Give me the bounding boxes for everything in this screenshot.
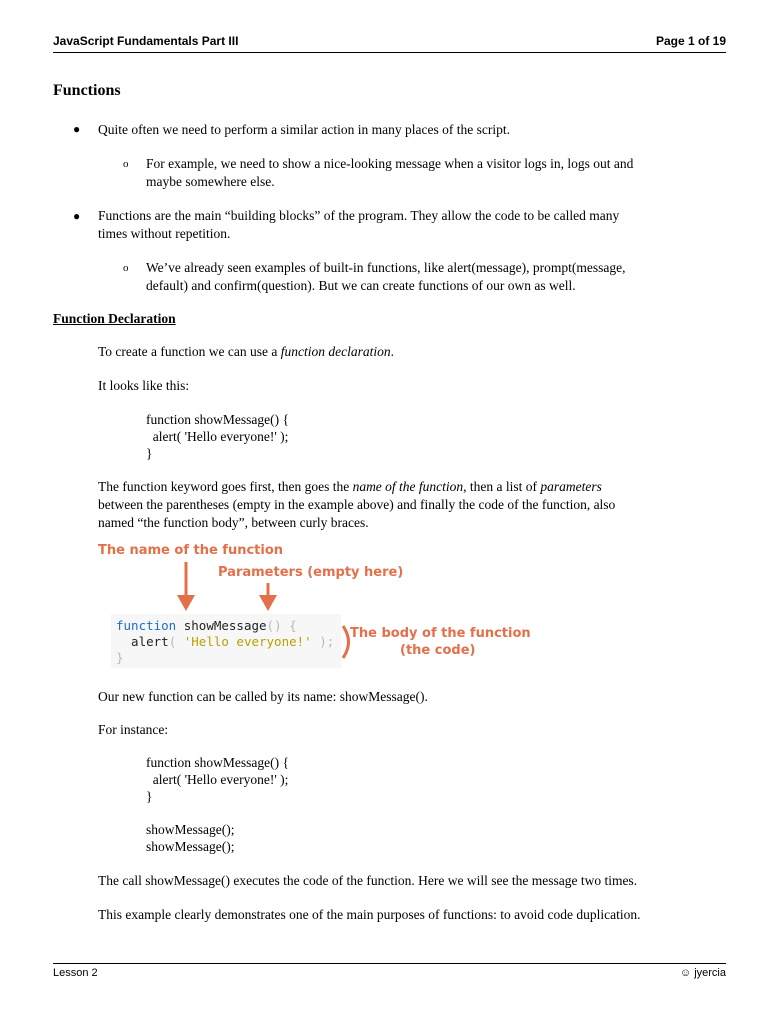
code-paren-open: ( [168, 634, 184, 649]
code-line: alert( 'Hello everyone!' ); [146, 772, 289, 787]
bullet-marker: ● [73, 122, 81, 136]
body-bracket [343, 626, 349, 658]
code-screenshot [111, 614, 341, 668]
paragraph-call-by-name: Our new function can be called by its name: showMessage(). [98, 689, 428, 704]
sub-bullet-1-line-1: For example, we need to show a nice-looking message when a visitor logs in, logs out and [146, 156, 634, 171]
term-parameters: parameters [540, 479, 602, 494]
paragraph-for-instance: For instance: [98, 722, 169, 737]
page-footer [53, 967, 726, 979]
term-name-of-function: name of the function [352, 479, 464, 494]
paragraph-intro-text: To create a function we can use a [98, 344, 281, 359]
sub-bullet-1-line-2: maybe somewhere else. [146, 174, 275, 189]
diagram-label-name: The name of the function [98, 543, 284, 558]
paragraph-intro-end: . [390, 344, 394, 359]
footer-lesson: Lesson 2 [53, 967, 98, 979]
code-function-name: showMessage [183, 618, 267, 633]
code-line: showMessage(); [146, 839, 235, 854]
smiley-icon: ☺ [679, 967, 692, 979]
arrow-to-name-head [177, 595, 195, 611]
bullet-text-2-line-2: times without repetition. [98, 226, 231, 241]
header-title: JavaScript Fundamentals Part III [53, 34, 239, 48]
sub-bullet-2-line-1: We’ve already seen examples of built-in functions, like alert(message), prompt(message, [146, 260, 626, 275]
code-parens: () { [266, 618, 297, 633]
term-function-declaration: function declaration [280, 344, 391, 359]
code-alert: alert [116, 634, 169, 649]
footer-author [680, 967, 726, 979]
code-line: function showMessage() { [146, 755, 289, 770]
sub-bullet-marker: o [123, 158, 129, 170]
section-title: Functions [53, 82, 121, 99]
paragraph-purpose: This example clearly demonstrates one of the main purposes of functions: to avoid code duplication. [98, 907, 641, 922]
code-line: function showMessage() { [146, 412, 289, 427]
code-paren-close: ); [311, 634, 335, 649]
paragraph-explanation-line-3: named “the function body”, between curly braces. [98, 515, 369, 530]
paragraph-explanation-line-2: between the parentheses (empty in the example above) and finally the code of the function, also [98, 497, 616, 512]
arrow-to-params-head [259, 595, 277, 611]
code-close-brace: } [116, 650, 124, 665]
diagram-label-body-2: (the code) [400, 643, 476, 658]
bullet-marker: ● [73, 209, 81, 223]
paragraph-looks-like: It looks like this: [98, 378, 190, 393]
code-line: alert( 'Hello everyone!' ); [146, 429, 289, 444]
sub-bullet-marker: o [123, 262, 129, 274]
diagram-label-body-1: The body of the function [350, 626, 531, 641]
footer-author-name: jyercia [694, 967, 726, 979]
diagram-label-parameters: Parameters (empty here) [218, 565, 404, 580]
explanation-text: The function keyword goes first, then goes the [98, 479, 353, 494]
code-line: } [146, 789, 153, 804]
footer-rule [53, 963, 726, 964]
subheading-function-declaration: Function Declaration [53, 311, 176, 326]
code-string: 'Hello everyone!' [183, 634, 312, 649]
sub-bullet-2-line-2: default) and confirm(question). But we can create functions of our own as well. [146, 278, 576, 293]
code-line: } [146, 446, 153, 461]
bullet-text-2-line-1: Functions are the main “building blocks” of the program. They allow the code to be called many [98, 208, 620, 223]
code-line: showMessage(); [146, 822, 235, 837]
paragraph-call-executes: The call showMessage() executes the code of the function. Here we will see the message two times. [98, 873, 638, 888]
header-page-number: Page 1 of 19 [655, 34, 726, 48]
explanation-text: , then a list of [463, 479, 541, 494]
bullet-text-1: Quite often we need to perform a similar action in many places of the script. [98, 122, 510, 137]
code-keyword: function [116, 618, 177, 633]
